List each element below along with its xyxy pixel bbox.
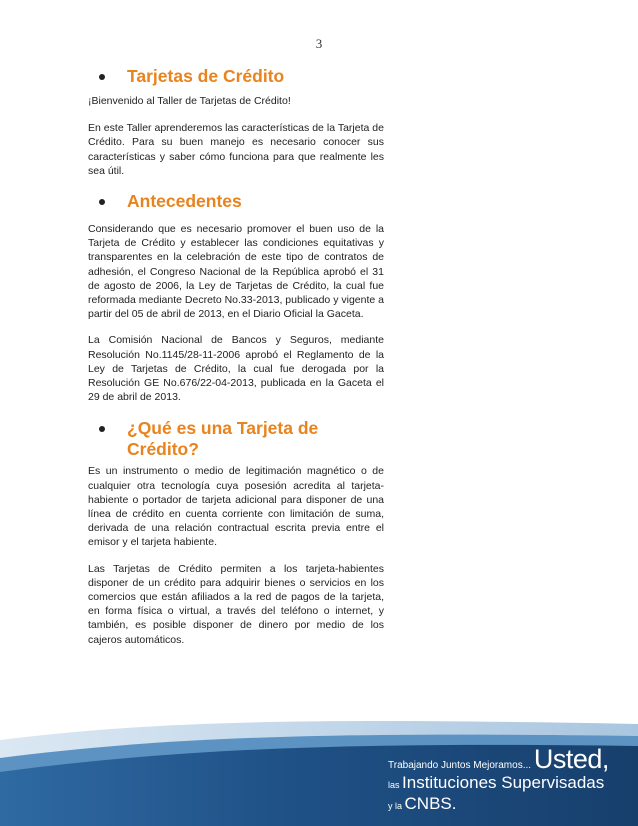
slogan-small-1: Trabajando Juntos Mejoramos...: [388, 760, 532, 771]
slogan-small-3: y la: [388, 801, 403, 811]
document-body: [88, 66, 384, 647]
intro-paragraph: En este Taller aprenderemos las características de la Tarjeta de Crédito. Para su buen manejo es necesario conocer sus características y saber cómo funciona para que realmente les sea útil.: [88, 122, 384, 177]
footer-slogan: [388, 744, 638, 815]
bullet-icon: [99, 74, 105, 80]
welcome-paragraph: ¡Bienvenido al Taller de Tarjetas de Crédito!: [88, 95, 291, 107]
section-heading-line-2: Crédito?: [127, 439, 199, 460]
slogan-big-2: Instituciones Supervisadas: [402, 773, 605, 792]
slogan-small-2: las: [388, 780, 400, 790]
section-heading-text: Tarjetas de Crédito: [127, 66, 285, 86]
section-heading-antecedentes: [88, 191, 384, 212]
antecedentes-paragraph-1: Considerando que es necesario promover el buen uso de la Tarjeta de Crédito y establecer las condiciones equitativas y transparentes en la celebración de este tipo de contratos de adhesión, el Congreso Nacional de la República aprobó el 31 de agosto de 2006, la Ley de Tarjetas de Crédito, la cual fue reformada mediante Decreto No.33-2013, publicado y vigente a partir del 05 de abril de 2013, en el Diario Oficial la Gaceta.: [88, 223, 384, 321]
slogan-big-3: CNBS.: [404, 794, 457, 813]
page-number: 3: [315, 36, 323, 51]
definition-paragraph: Es un instrumento o medio de legitimación magnético o de cualquier otra tecnología cuya posesión acredita al tarjeta-habiente o portador de tarjeta adicional para disponer de una línea de crédito en cuenta corriente con limitación de suma, derivada de una relación contractual escrita previa entre el emisor y el tarjeta habiente.: [88, 465, 384, 549]
footer-banner: [0, 712, 638, 826]
section-heading-text: Antecedentes: [127, 191, 242, 212]
antecedentes-paragraph-2: La Comisión Nacional de Bancos y Seguros, mediante Resolución No.1145/28-11-2006 aprobó el Reglamento de la Ley de Tarjetas de Crédito, la cual fue derogada por la Resolución GE No.676/22-04-2013, publicada en la Gaceta el 29 de abril de 2013.: [88, 334, 384, 404]
section-heading-tarjetas: [88, 66, 384, 87]
section-heading-line-1: ¿Qué es una Tarjeta de: [127, 418, 319, 439]
section-heading-que-es: [88, 418, 384, 460]
bullet-icon: [99, 199, 105, 205]
slogan-big-1: Usted,: [533, 744, 609, 774]
usage-paragraph: Las Tarjetas de Crédito permiten a los tarjeta-habientes disponer de un crédito para adquirir bienes o servicios en los comercios que están afiliados a la red de pagos de la tarjeta, en forma física o virtual, a través del teléfono o internet, y también, es posible disponer de dinero por medio de los cajeros automáticos.: [88, 562, 384, 646]
bullet-icon: [99, 426, 105, 432]
